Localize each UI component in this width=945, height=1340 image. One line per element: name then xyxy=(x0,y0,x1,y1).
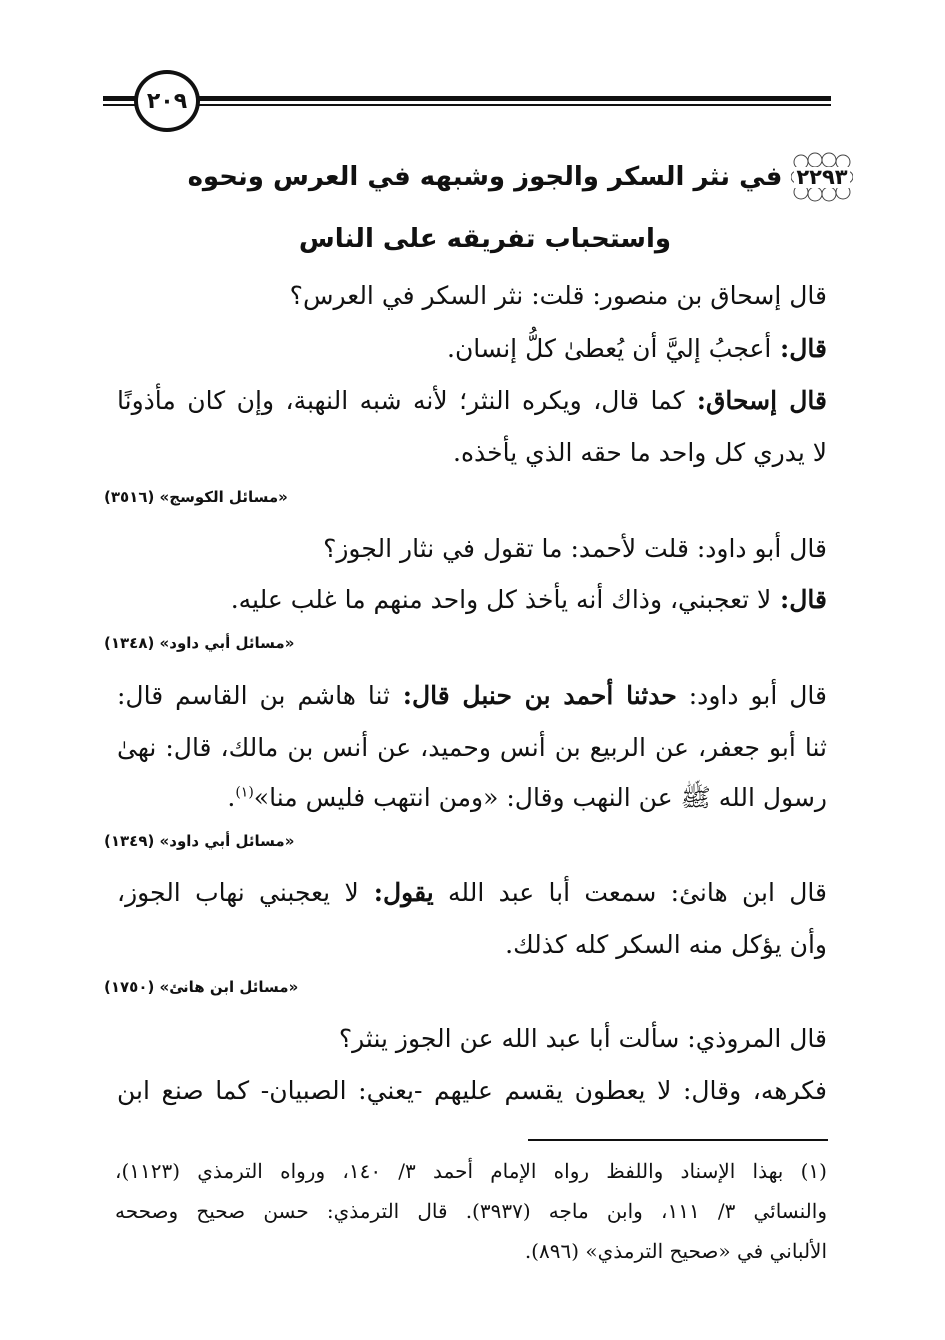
isnad-bold: حدثنا أحمد بن حنبل قال: xyxy=(389,681,677,710)
header-rule xyxy=(103,96,831,101)
text-segment: قال أبو داود: قلت لأحمد: ما تقول في نثار الجوز؟ xyxy=(323,534,827,563)
text-segment: لا يعجبني نهاب الجوز، xyxy=(117,878,359,907)
chapter-title-line-2: واستحباب تفريقه على الناس xyxy=(298,224,672,254)
text-line xyxy=(117,536,827,561)
source-citation: «مسائل ابن هانئ» (١٧٥٠) xyxy=(104,978,299,996)
footnote-reference[interactable]: (١) xyxy=(235,784,254,801)
text-line xyxy=(117,587,827,612)
header-rule-thin xyxy=(103,104,831,106)
text-segment: لا يدري كل واحد ما حقه الذي يأخذه. xyxy=(453,438,827,467)
chapter-number-badge xyxy=(791,152,853,202)
text-segment: وأن يؤكل منه السكر كله كذلك. xyxy=(505,930,827,959)
chapter-number: ٢٢٩٣ xyxy=(796,164,848,189)
text-line xyxy=(117,735,827,760)
text-line xyxy=(117,880,827,905)
text-line xyxy=(117,683,827,708)
text-line xyxy=(117,1078,827,1103)
text-line xyxy=(117,932,827,957)
page-number: ٢٠٩ xyxy=(134,70,200,132)
text-segment: قال إسحاق بن منصور: قلت: نثر السكر في العرس؟ xyxy=(289,281,827,310)
footnote-separator xyxy=(528,1139,828,1141)
text-segment: قال المروذي: سألت أبا عبد الله عن الجوز ينثر؟ xyxy=(338,1024,827,1053)
text-segment: ثنا هاشم بن القاسم قال: xyxy=(117,681,390,710)
footnote-line: والنسائي ٣/ ١١١، وابن ماجه (٣٩٣٧). قال الترمذي: حسن صحيح وصححه xyxy=(115,1199,827,1223)
source-citation: «مسائل أبي داود» (١٣٤٩) xyxy=(104,832,295,850)
text-line xyxy=(117,336,827,361)
text-segment: أعجبُ إليَّ أن يُعطىٰ كلُّ إنسان. xyxy=(447,334,772,363)
chapter-title-line-1: في نثر السكر والجوز وشبهه في العرس ونحوه xyxy=(187,162,783,192)
text-line xyxy=(117,388,827,413)
text-line xyxy=(117,1026,827,1051)
speaker-label: قال: xyxy=(771,334,827,363)
text-segment: قال أبو داود: xyxy=(676,681,827,710)
text-line xyxy=(117,440,827,465)
text-segment: قال ابن هانئ: سمعت أبا عبد الله xyxy=(433,878,827,907)
text-segment: فكرهه، وقال: لا يعطون يقسم عليهم -يعني: الصبيان- كما صنع ابن xyxy=(117,1076,827,1105)
speaker-label: قال إسحاق: xyxy=(684,386,827,415)
text-segment: ثنا أبو جعفر، عن الربيع بن أنس وحميد، عن أنس بن مالك، قال: نهىٰ xyxy=(117,733,827,762)
footnote-line: (١) بهذا الإسناد واللفظ رواه الإمام أحمد ٣/ ١٤٠، ورواه الترمذي (١١٢٣)، xyxy=(115,1159,827,1183)
footnote-line: الألباني في «صحيح الترمذي» (٨٩٦). xyxy=(524,1239,827,1263)
text-line xyxy=(117,785,827,810)
text-segment: . xyxy=(227,783,236,812)
speaker-label: يقول: xyxy=(358,878,434,907)
source-citation: «مسائل الكوسج» (٣٥١٦) xyxy=(104,488,288,506)
text-line xyxy=(117,283,827,308)
text-segment: رسول الله ﷺ عن النهب وقال: «ومن انتهب فليس منا» xyxy=(253,783,827,812)
source-citation: «مسائل أبي داود» (١٣٤٨) xyxy=(104,634,295,652)
speaker-label: قال: xyxy=(771,585,827,614)
text-segment: كما قال، ويكره النثر؛ لأنه شبه النهبة، وإن كان مأذونًا xyxy=(117,386,685,415)
text-segment: لا تعجبني، وذاك أنه يأخذ كل واحد منهم ما غلب عليه. xyxy=(230,585,772,614)
